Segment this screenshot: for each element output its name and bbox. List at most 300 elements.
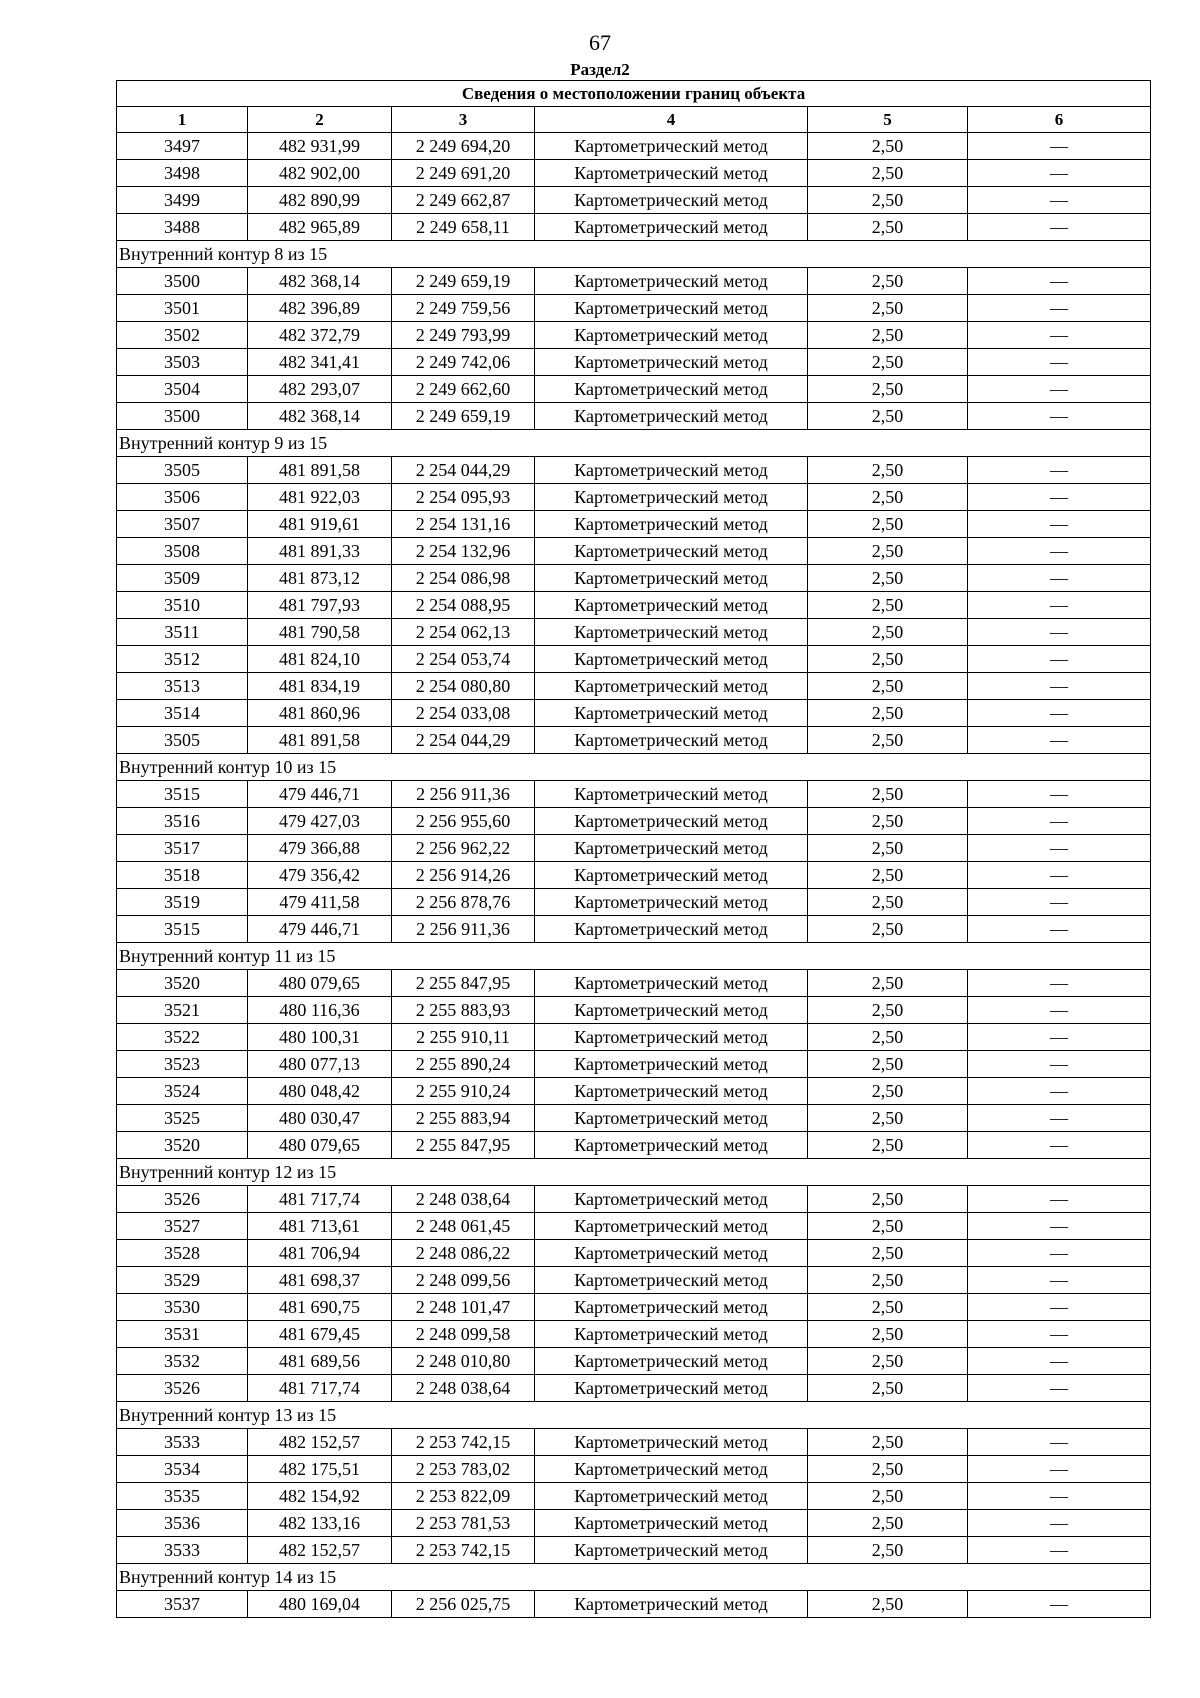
- precision-cell: 2,50: [808, 376, 968, 403]
- coordinate-y: 2 248 099,56: [392, 1267, 535, 1294]
- point-number: 3523: [117, 1051, 248, 1078]
- precision-cell: 2,50: [808, 1132, 968, 1159]
- note-cell: —: [968, 511, 1151, 538]
- coordinate-x: 482 368,14: [248, 403, 392, 430]
- coordinate-x: 481 790,58: [248, 619, 392, 646]
- precision-cell: 2,50: [808, 565, 968, 592]
- note-cell: —: [968, 403, 1151, 430]
- point-number: 3520: [117, 1132, 248, 1159]
- point-number: 3512: [117, 646, 248, 673]
- note-cell: —: [968, 1537, 1151, 1564]
- note-cell: —: [968, 970, 1151, 997]
- precision-cell: 2,50: [808, 1051, 968, 1078]
- coordinate-y: 2 248 101,47: [392, 1294, 535, 1321]
- coordinate-y: 2 253 781,53: [392, 1510, 535, 1537]
- contour-label: Внутренний контур 11 из 15: [117, 943, 1151, 970]
- contour-header-row: [117, 943, 1151, 970]
- method-cell: Картометрический метод: [535, 457, 808, 484]
- precision-cell: 2,50: [808, 1294, 968, 1321]
- table-row: [117, 781, 1151, 808]
- precision-cell: 2,50: [808, 727, 968, 754]
- table-row: [117, 700, 1151, 727]
- method-cell: Картометрический метод: [535, 565, 808, 592]
- method-cell: Картометрический метод: [535, 1051, 808, 1078]
- method-cell: Картометрический метод: [535, 214, 808, 241]
- table-row: [117, 565, 1151, 592]
- method-cell: Картометрический метод: [535, 403, 808, 430]
- method-cell: Картометрический метод: [535, 1348, 808, 1375]
- table-row: [117, 511, 1151, 538]
- point-number: 3517: [117, 835, 248, 862]
- coordinate-x: 482 152,57: [248, 1429, 392, 1456]
- point-number: 3506: [117, 484, 248, 511]
- method-cell: Картометрический метод: [535, 1375, 808, 1402]
- coordinate-y: 2 255 883,94: [392, 1105, 535, 1132]
- point-number: 3537: [117, 1591, 248, 1618]
- point-number: 3521: [117, 997, 248, 1024]
- table-row: [117, 1240, 1151, 1267]
- precision-cell: 2,50: [808, 1456, 968, 1483]
- note-cell: —: [968, 700, 1151, 727]
- table-row: [117, 538, 1151, 565]
- table-row: [117, 1186, 1151, 1213]
- method-cell: Картометрический метод: [535, 511, 808, 538]
- table-body: [117, 133, 1151, 1618]
- point-number: 3515: [117, 781, 248, 808]
- precision-cell: 2,50: [808, 1321, 968, 1348]
- coordinate-x: 479 366,88: [248, 835, 392, 862]
- note-cell: —: [968, 160, 1151, 187]
- point-number: 3522: [117, 1024, 248, 1051]
- table-header: [117, 81, 1151, 133]
- table-row: [117, 1348, 1151, 1375]
- coordinate-y: 2 254 132,96: [392, 538, 535, 565]
- table-row: [117, 376, 1151, 403]
- coordinate-x: 482 965,89: [248, 214, 392, 241]
- point-number: 3511: [117, 619, 248, 646]
- point-number: 3516: [117, 808, 248, 835]
- coordinate-y: 2 256 911,36: [392, 916, 535, 943]
- coordinate-x: 480 079,65: [248, 970, 392, 997]
- contour-header-row: [117, 1564, 1151, 1591]
- coordinate-x: 480 079,65: [248, 1132, 392, 1159]
- precision-cell: 2,50: [808, 1483, 968, 1510]
- table-row: [117, 727, 1151, 754]
- point-number: 3518: [117, 862, 248, 889]
- precision-cell: 2,50: [808, 592, 968, 619]
- coordinate-x: 480 030,47: [248, 1105, 392, 1132]
- method-cell: Картометрический метод: [535, 700, 808, 727]
- precision-cell: 2,50: [808, 916, 968, 943]
- coordinate-y: 2 256 025,75: [392, 1591, 535, 1618]
- table-row: [117, 1591, 1151, 1618]
- precision-cell: 2,50: [808, 1024, 968, 1051]
- coordinate-x: 481 717,74: [248, 1186, 392, 1213]
- point-number: 3498: [117, 160, 248, 187]
- method-cell: Картометрический метод: [535, 808, 808, 835]
- precision-cell: 2,50: [808, 835, 968, 862]
- coordinate-x: 481 713,61: [248, 1213, 392, 1240]
- coordinate-x: 481 706,94: [248, 1240, 392, 1267]
- precision-cell: 2,50: [808, 214, 968, 241]
- precision-cell: 2,50: [808, 1213, 968, 1240]
- coordinate-y: 2 256 878,76: [392, 889, 535, 916]
- method-cell: Картометрический метод: [535, 1591, 808, 1618]
- note-cell: —: [968, 1348, 1151, 1375]
- coordinate-x: 482 396,89: [248, 295, 392, 322]
- coordinate-y: 2 249 662,87: [392, 187, 535, 214]
- precision-cell: 2,50: [808, 997, 968, 1024]
- point-number: 3535: [117, 1483, 248, 1510]
- precision-cell: 2,50: [808, 808, 968, 835]
- coordinate-x: 481 919,61: [248, 511, 392, 538]
- coordinate-x: 479 411,58: [248, 889, 392, 916]
- precision-cell: 2,50: [808, 187, 968, 214]
- section-title: Раздел2: [570, 60, 630, 79]
- table-row: [117, 1429, 1151, 1456]
- table-row: [117, 916, 1151, 943]
- coordinate-y: 2 254 095,93: [392, 484, 535, 511]
- note-cell: —: [968, 1429, 1151, 1456]
- precision-cell: 2,50: [808, 484, 968, 511]
- point-number: 3527: [117, 1213, 248, 1240]
- method-cell: Картометрический метод: [535, 1132, 808, 1159]
- method-cell: Картометрический метод: [535, 376, 808, 403]
- precision-cell: 2,50: [808, 1267, 968, 1294]
- point-number: 3507: [117, 511, 248, 538]
- precision-cell: 2,50: [808, 349, 968, 376]
- table-row: [117, 619, 1151, 646]
- coordinate-y: 2 255 847,95: [392, 1132, 535, 1159]
- coordinate-y: 2 255 883,93: [392, 997, 535, 1024]
- precision-cell: 2,50: [808, 457, 968, 484]
- precision-cell: 2,50: [808, 295, 968, 322]
- coordinate-y: 2 254 131,16: [392, 511, 535, 538]
- method-cell: Картометрический метод: [535, 322, 808, 349]
- note-cell: —: [968, 376, 1151, 403]
- point-number: 3497: [117, 133, 248, 160]
- point-number: 3529: [117, 1267, 248, 1294]
- coordinate-x: 481 690,75: [248, 1294, 392, 1321]
- point-number: 3531: [117, 1321, 248, 1348]
- table-caption-row: [117, 81, 1151, 107]
- table-row: [117, 835, 1151, 862]
- note-cell: —: [968, 1294, 1151, 1321]
- method-cell: Картометрический метод: [535, 646, 808, 673]
- coordinate-y: 2 253 742,15: [392, 1537, 535, 1564]
- table-row: [117, 322, 1151, 349]
- table-row: [117, 484, 1151, 511]
- precision-cell: 2,50: [808, 862, 968, 889]
- method-cell: Картометрический метод: [535, 727, 808, 754]
- note-cell: —: [968, 1510, 1151, 1537]
- method-cell: Картометрический метод: [535, 970, 808, 997]
- precision-cell: 2,50: [808, 646, 968, 673]
- column-number: 2: [248, 107, 392, 133]
- method-cell: Картометрический метод: [535, 1186, 808, 1213]
- method-cell: Картометрический метод: [535, 1321, 808, 1348]
- precision-cell: 2,50: [808, 889, 968, 916]
- contour-label: Внутренний контур 9 из 15: [117, 430, 1151, 457]
- boundary-coordinates-table: [116, 80, 1151, 1618]
- note-cell: —: [968, 835, 1151, 862]
- note-cell: —: [968, 889, 1151, 916]
- contour-label: Внутренний контур 13 из 15: [117, 1402, 1151, 1429]
- coordinate-y: 2 253 822,09: [392, 1483, 535, 1510]
- precision-cell: 2,50: [808, 1186, 968, 1213]
- precision-cell: 2,50: [808, 1240, 968, 1267]
- note-cell: —: [968, 1105, 1151, 1132]
- table-row: [117, 187, 1151, 214]
- table-row: [117, 889, 1151, 916]
- table-caption: Сведения о местоположении границ объекта: [117, 81, 1151, 107]
- note-cell: —: [968, 1267, 1151, 1294]
- coordinate-x: 481 873,12: [248, 565, 392, 592]
- point-number: 3502: [117, 322, 248, 349]
- note-cell: —: [968, 727, 1151, 754]
- table-row: [117, 133, 1151, 160]
- note-cell: —: [968, 1132, 1151, 1159]
- note-cell: —: [968, 1240, 1151, 1267]
- method-cell: Картометрический метод: [535, 889, 808, 916]
- method-cell: Картометрический метод: [535, 1078, 808, 1105]
- coordinate-y: 2 248 010,80: [392, 1348, 535, 1375]
- note-cell: —: [968, 1078, 1151, 1105]
- coordinate-x: 481 891,58: [248, 727, 392, 754]
- table-row: [117, 1024, 1151, 1051]
- contour-label: Внутренний контур 8 из 15: [117, 241, 1151, 268]
- precision-cell: 2,50: [808, 1591, 968, 1618]
- precision-cell: 2,50: [808, 1078, 968, 1105]
- point-number: 3534: [117, 1456, 248, 1483]
- point-number: 3532: [117, 1348, 248, 1375]
- point-number: 3513: [117, 673, 248, 700]
- precision-cell: 2,50: [808, 619, 968, 646]
- coordinate-x: 481 891,58: [248, 457, 392, 484]
- coordinate-x: 482 902,00: [248, 160, 392, 187]
- precision-cell: 2,50: [808, 700, 968, 727]
- note-cell: —: [968, 484, 1151, 511]
- point-number: 3525: [117, 1105, 248, 1132]
- precision-cell: 2,50: [808, 511, 968, 538]
- coordinate-x: 479 446,71: [248, 781, 392, 808]
- contour-header-row: [117, 430, 1151, 457]
- coordinate-y: 2 255 847,95: [392, 970, 535, 997]
- point-number: 3536: [117, 1510, 248, 1537]
- note-cell: —: [968, 268, 1151, 295]
- precision-cell: 2,50: [808, 970, 968, 997]
- method-cell: Картометрический метод: [535, 1024, 808, 1051]
- coordinate-y: 2 249 742,06: [392, 349, 535, 376]
- coordinate-y: 2 253 783,02: [392, 1456, 535, 1483]
- table-row: [117, 970, 1151, 997]
- point-number: 3530: [117, 1294, 248, 1321]
- coordinate-x: 480 100,31: [248, 1024, 392, 1051]
- coordinate-x: 479 356,42: [248, 862, 392, 889]
- method-cell: Картометрический метод: [535, 1267, 808, 1294]
- table-row: [117, 1213, 1151, 1240]
- note-cell: —: [968, 1456, 1151, 1483]
- coordinate-x: 481 717,74: [248, 1375, 392, 1402]
- method-cell: Картометрический метод: [535, 619, 808, 646]
- contour-label: Внутренний контур 12 из 15: [117, 1159, 1151, 1186]
- coordinate-y: 2 248 086,22: [392, 1240, 535, 1267]
- coordinate-y: 2 256 911,36: [392, 781, 535, 808]
- note-cell: —: [968, 997, 1151, 1024]
- coordinate-y: 2 256 914,26: [392, 862, 535, 889]
- method-cell: Картометрический метод: [535, 268, 808, 295]
- precision-cell: 2,50: [808, 673, 968, 700]
- coordinate-x: 481 679,45: [248, 1321, 392, 1348]
- point-number: 3508: [117, 538, 248, 565]
- table-row: [117, 1321, 1151, 1348]
- table-row: [117, 1105, 1151, 1132]
- method-cell: Картометрический метод: [535, 1483, 808, 1510]
- coordinate-x: 481 834,19: [248, 673, 392, 700]
- coordinate-y: 2 249 793,99: [392, 322, 535, 349]
- table-row: [117, 1510, 1151, 1537]
- point-number: 3533: [117, 1537, 248, 1564]
- coordinate-y: 2 249 694,20: [392, 133, 535, 160]
- table-row: [117, 1051, 1151, 1078]
- note-cell: —: [968, 592, 1151, 619]
- point-number: 3515: [117, 916, 248, 943]
- precision-cell: 2,50: [808, 1429, 968, 1456]
- method-cell: Картометрический метод: [535, 160, 808, 187]
- point-number: 3524: [117, 1078, 248, 1105]
- coordinate-x: 480 116,36: [248, 997, 392, 1024]
- note-cell: —: [968, 1375, 1151, 1402]
- note-cell: —: [968, 862, 1151, 889]
- coordinate-x: 482 133,16: [248, 1510, 392, 1537]
- point-number: 3519: [117, 889, 248, 916]
- note-cell: —: [968, 133, 1151, 160]
- note-cell: —: [968, 673, 1151, 700]
- table-row: [117, 808, 1151, 835]
- note-cell: —: [968, 1591, 1151, 1618]
- contour-header-row: [117, 241, 1151, 268]
- method-cell: Картометрический метод: [535, 484, 808, 511]
- method-cell: Картометрический метод: [535, 1456, 808, 1483]
- method-cell: Картометрический метод: [535, 1429, 808, 1456]
- coordinate-x: 482 154,92: [248, 1483, 392, 1510]
- coordinate-x: 481 824,10: [248, 646, 392, 673]
- table-row: [117, 1537, 1151, 1564]
- point-number: 3514: [117, 700, 248, 727]
- contour-header-row: [117, 1402, 1151, 1429]
- table-row: [117, 160, 1151, 187]
- coordinate-x: 479 427,03: [248, 808, 392, 835]
- coordinate-x: 481 698,37: [248, 1267, 392, 1294]
- coordinate-y: 2 253 742,15: [392, 1429, 535, 1456]
- point-number: 3509: [117, 565, 248, 592]
- table-row: [117, 1483, 1151, 1510]
- table-row: [117, 349, 1151, 376]
- coordinate-x: 481 860,96: [248, 700, 392, 727]
- precision-cell: 2,50: [808, 160, 968, 187]
- table-row: [117, 1294, 1151, 1321]
- coordinate-x: 482 341,41: [248, 349, 392, 376]
- note-cell: —: [968, 916, 1151, 943]
- precision-cell: 2,50: [808, 1105, 968, 1132]
- table-row: [117, 1375, 1151, 1402]
- table-row: [117, 295, 1151, 322]
- note-cell: —: [968, 565, 1151, 592]
- coordinate-y: 2 249 662,60: [392, 376, 535, 403]
- table-row: [117, 592, 1151, 619]
- coordinate-x: 482 293,07: [248, 376, 392, 403]
- method-cell: Картометрический метод: [535, 781, 808, 808]
- coordinate-y: 2 254 062,13: [392, 619, 535, 646]
- contour-label: Внутренний контур 14 из 15: [117, 1564, 1151, 1591]
- precision-cell: 2,50: [808, 1375, 968, 1402]
- table-row: [117, 403, 1151, 430]
- table-row: [117, 268, 1151, 295]
- table-row: [117, 1132, 1151, 1159]
- precision-cell: 2,50: [808, 1510, 968, 1537]
- point-number: 3488: [117, 214, 248, 241]
- method-cell: Картометрический метод: [535, 862, 808, 889]
- precision-cell: 2,50: [808, 133, 968, 160]
- point-number: 3503: [117, 349, 248, 376]
- column-number: 1: [117, 107, 248, 133]
- note-cell: —: [968, 187, 1151, 214]
- column-number-row: [117, 107, 1151, 133]
- table-row: [117, 646, 1151, 673]
- coordinate-y: 2 248 099,58: [392, 1321, 535, 1348]
- note-cell: —: [968, 619, 1151, 646]
- method-cell: Картометрический метод: [535, 916, 808, 943]
- note-cell: —: [968, 1213, 1151, 1240]
- point-number: 3499: [117, 187, 248, 214]
- coordinate-x: 480 048,42: [248, 1078, 392, 1105]
- coordinate-y: 2 248 061,45: [392, 1213, 535, 1240]
- table-row: [117, 673, 1151, 700]
- note-cell: —: [968, 1024, 1151, 1051]
- method-cell: Картометрический метод: [535, 133, 808, 160]
- precision-cell: 2,50: [808, 268, 968, 295]
- coordinate-y: 2 255 890,24: [392, 1051, 535, 1078]
- coordinate-x: 480 169,04: [248, 1591, 392, 1618]
- coordinate-x: 481 797,93: [248, 592, 392, 619]
- note-cell: —: [968, 322, 1151, 349]
- point-number: 3500: [117, 403, 248, 430]
- method-cell: Картометрический метод: [535, 835, 808, 862]
- contour-header-row: [117, 754, 1151, 781]
- method-cell: Картометрический метод: [535, 1537, 808, 1564]
- precision-cell: 2,50: [808, 1537, 968, 1564]
- coordinate-y: 2 254 044,29: [392, 457, 535, 484]
- coordinate-x: 482 890,99: [248, 187, 392, 214]
- point-number: 3533: [117, 1429, 248, 1456]
- column-number: 3: [392, 107, 535, 133]
- table-row: [117, 997, 1151, 1024]
- note-cell: —: [968, 457, 1151, 484]
- point-number: 3505: [117, 727, 248, 754]
- note-cell: —: [968, 1321, 1151, 1348]
- note-cell: —: [968, 538, 1151, 565]
- coordinate-x: 482 931,99: [248, 133, 392, 160]
- note-cell: —: [968, 295, 1151, 322]
- precision-cell: 2,50: [808, 322, 968, 349]
- coordinate-x: 481 922,03: [248, 484, 392, 511]
- method-cell: Картометрический метод: [535, 1510, 808, 1537]
- table-row: [117, 862, 1151, 889]
- point-number: 3526: [117, 1375, 248, 1402]
- coordinate-y: 2 255 910,24: [392, 1078, 535, 1105]
- coordinate-y: 2 254 044,29: [392, 727, 535, 754]
- column-number: 4: [535, 107, 808, 133]
